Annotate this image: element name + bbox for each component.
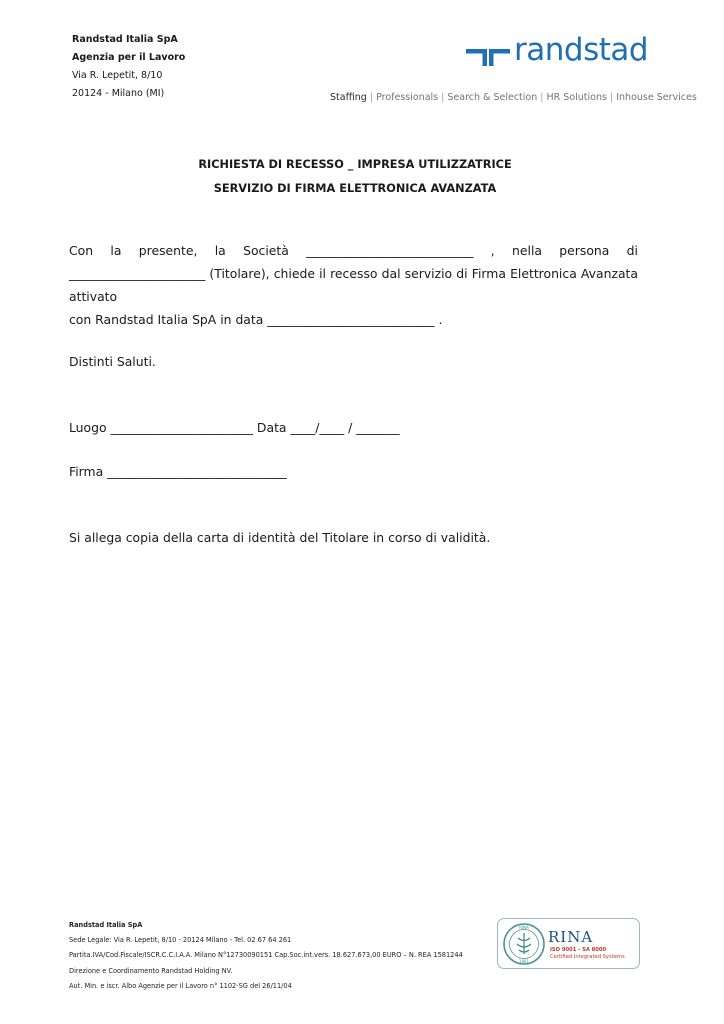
signature-line: Firma _____________________________ xyxy=(69,464,287,479)
footer-company: Randstad Italia SpA xyxy=(69,921,143,929)
rina-certification-badge xyxy=(497,918,640,969)
footer-direzione: Direzione e Coordinamento Randstad Holding NV. xyxy=(69,966,233,975)
legal-footer xyxy=(69,918,463,994)
tagline-staffing: Staffing xyxy=(330,92,367,103)
title-line-2: SERVIZIO DI FIRMA ELETTRONICA AVANZATA xyxy=(213,182,497,195)
request-paragraph xyxy=(69,239,638,331)
sender-address xyxy=(72,31,185,103)
svg-text:RINA: RINA xyxy=(519,925,529,930)
randstad-logo-text: randstad xyxy=(514,32,649,68)
sender-street: Via R. Lepetit, 8/10 xyxy=(72,70,163,81)
randstad-logo xyxy=(465,32,675,74)
tagline-inhouse-services: Inhouse Services xyxy=(616,92,697,103)
sender-city: 20124 - Milano (MI) xyxy=(72,88,165,99)
attachment-note: Si allega copia della carta di identità del Titolare in corso di validità. xyxy=(69,530,491,545)
place-date-line: Luogo _______________________ Data ____/____ / _______ xyxy=(69,420,400,435)
paragraph-line-1: Con la presente, la Società ___________________________ , nella persona di xyxy=(69,243,638,258)
randstad-mark-icon xyxy=(465,42,511,66)
title-line-1: RICHIESTA DI RECESSO _ IMPRESA UTILIZZATRICE xyxy=(198,158,512,171)
tagline-search-selection: Search & Selection xyxy=(447,92,538,103)
footer-sede: Sede Legale: Via R. Lepetit, 8/10 - 20124 Milano - Tel. 02 67 64 261 xyxy=(69,936,292,945)
rina-label: Certified Integrated Systems xyxy=(550,954,625,960)
tagline-professionals: Professionals xyxy=(376,92,439,103)
closing-greeting: Distinti Saluti. xyxy=(69,354,156,369)
sender-agency: Agenzia per il Lavoro xyxy=(72,52,186,63)
svg-text:1861: 1861 xyxy=(518,959,530,964)
rina-name: RINA xyxy=(548,928,594,946)
footer-authorization: Aut. Min. e iscr. Albo Agenzie per il Lavoro n° 1102-SG del 26/11/04 xyxy=(69,981,292,990)
rina-iso: ISO 9001 - SA 8000 xyxy=(550,947,607,953)
rina-seal-icon xyxy=(501,921,547,967)
tagline-hr-solutions: HR Solutions xyxy=(546,92,607,103)
paragraph-line-3: con Randstad Italia SpA in data ___________________________ . xyxy=(69,312,443,327)
document-title xyxy=(72,153,638,201)
brand-tagline: Staffing | Professionals | Search & Selection | HR Solutions | Inhouse Services xyxy=(330,92,697,103)
paragraph-line-2: ______________________ (Titolare), chiede il recesso dal servizio di Firma Elettronica Avanzata attivato xyxy=(69,266,638,304)
footer-piva: Partita.IVA/Cod.Fiscale/ISCR.C.C.I.A.A. Milano N°12730090151 Cap.Soc.int.vers. 18.627.673,00 EURO – N. REA 1581244 xyxy=(69,951,463,960)
sender-company: Randstad Italia SpA xyxy=(72,34,178,45)
